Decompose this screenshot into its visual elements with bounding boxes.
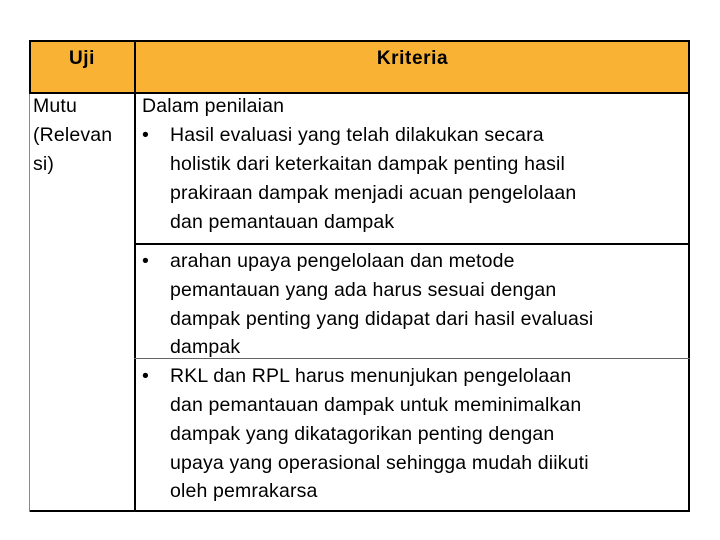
- section2-item2-line-5: oleh pemrakarsa: [170, 480, 318, 502]
- section1-line-2: holistik dari keterkaitan dampak penting hasil: [170, 153, 565, 175]
- section2-item2-line-1: RKL dan RPL harus menunjukan pengelolaan: [170, 365, 572, 387]
- border-header-bottom: [29, 92, 690, 94]
- row-label-line-2: (Relevan: [33, 124, 113, 146]
- header-kriteria: Kriteria: [376, 48, 449, 69]
- row-label-line-3: si): [33, 153, 55, 175]
- section2-item1-line-3: dampak penting yang didapat dari hasil evaluasi: [170, 308, 594, 330]
- section2-item1-line-4: dampak: [170, 336, 241, 358]
- section1-line-3: prakiraan dampak menjadi acuan pengelolaan: [170, 182, 577, 204]
- header-uji: Uji: [68, 48, 96, 69]
- section1-line-4: dan pemantauan dampak: [170, 211, 395, 233]
- section1-line-1: Hasil evaluasi yang telah dilakukan secara: [170, 124, 544, 146]
- border-right: [688, 40, 690, 512]
- border-left-lower: [29, 94, 30, 512]
- section2-item1-line-2: pemantauan yang ada harus sesuai dengan: [170, 279, 557, 301]
- border-bottom: [29, 510, 690, 512]
- border-top: [29, 40, 690, 42]
- border-column-divider: [134, 40, 136, 512]
- section2-item2-line-4: upaya yang operasional sehingga mudah diikuti: [170, 452, 589, 474]
- border-row-divider: [134, 243, 690, 245]
- border-left: [29, 40, 31, 94]
- row-label-line-1: Mutu: [33, 95, 77, 117]
- section2-item2-line-2: dan pemantauan dampak untuk meminimalkan: [170, 394, 582, 416]
- section2-item2-line-3: dampak yang dikatagorikan penting dengan: [170, 423, 555, 445]
- section2-bullet-1: •: [142, 250, 149, 272]
- section1-heading: Dalam penilaian: [142, 95, 285, 117]
- section2-item1-line-1: arahan upaya pengelolaan dan metode: [170, 250, 515, 272]
- section2-bullet-2: •: [142, 365, 149, 387]
- section1-bullet: •: [142, 124, 149, 146]
